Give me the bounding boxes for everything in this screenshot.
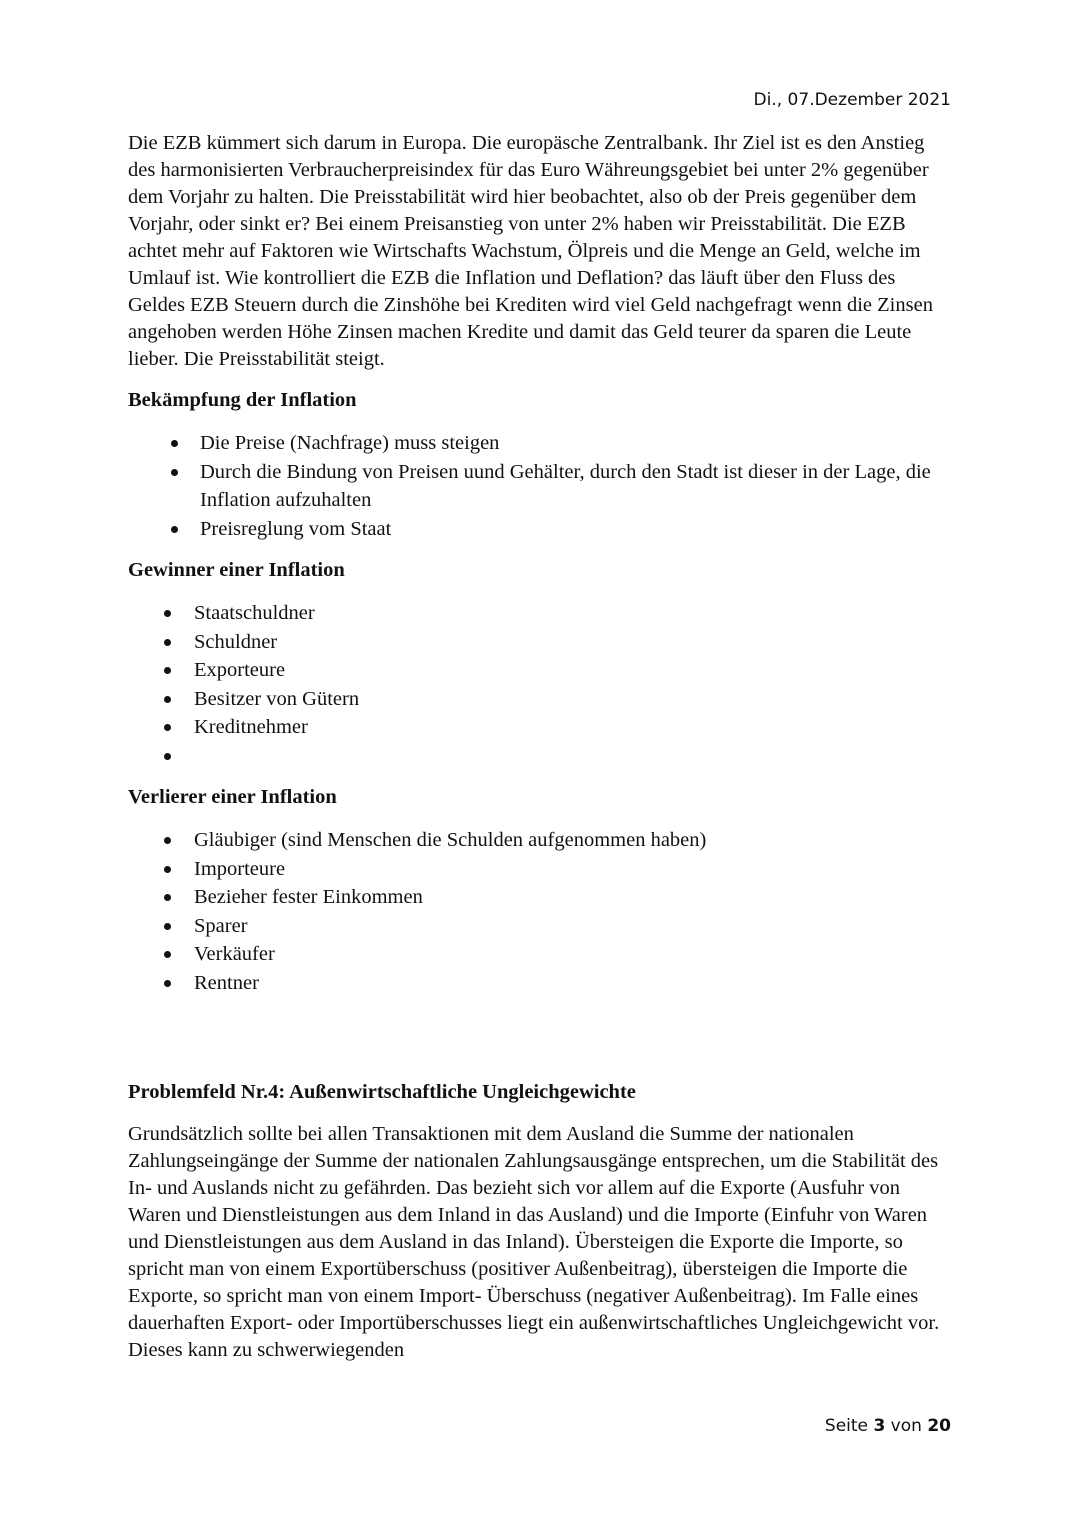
bullet-icon [164, 923, 171, 930]
losers-list [128, 826, 952, 997]
bullet-icon [171, 440, 178, 447]
bullet-icon [164, 866, 171, 873]
bullet-icon [164, 696, 171, 703]
page-content [128, 130, 952, 1364]
bullet-icon [171, 469, 178, 476]
bullet-icon [164, 837, 171, 844]
header-date: Di., 07.Dezember 2021 [753, 90, 951, 110]
heading-losers: Verlierer einer Inflation [128, 786, 337, 808]
bullet-icon [164, 951, 171, 958]
bullet-icon [164, 753, 171, 760]
page-current: 3 [873, 1416, 886, 1436]
list-item: Schuldner [128, 628, 952, 657]
list-item: Bezieher fester Einkommen [128, 883, 952, 912]
list-item: Besitzer von Gütern [128, 685, 952, 714]
page-number [825, 1416, 951, 1436]
list-item: Verkäufer [128, 940, 952, 969]
list-item: Durch die Bindung von Preisen uund Gehälter, durch den Stadt ist dieser in der Lage, die Inflation aufzuhalten [128, 458, 952, 515]
bullet-icon [164, 724, 171, 731]
page-middle: von [885, 1416, 928, 1436]
bullet-icon [164, 667, 171, 674]
heading-winners: Gewinner einer Inflation [128, 559, 345, 581]
page-prefix: Seite [824, 1416, 874, 1436]
list-item: Kreditnehmer [128, 713, 952, 742]
list-item: Rentner [128, 969, 952, 998]
problem4-paragraph: Grundsätzlich sollte bei allen Transaktionen mit dem Ausland die Summe der nationalen Zahlungseingänge der Summe der nationalen Zahlungsausgänge entsprechen, um die Stabilität des In- und Auslands nicht zu gefährden. Das bezieht sich vor allem auf die Exporte (Ausfuhr von Waren und Dienstleistungen aus dem Inland in das Ausland) und die Importe (Einfuhr von Waren und Dienstleistungen aus dem Ausland in das Inland). Übersteigen die Exporte die Importe, so spricht man von einem Exportüberschuss (positiver Außenbeitrag), übersteigen die Importe die Exporte, so spricht man von einem Import- Überschuss (negativer Außenbeitrag). Im Falle eines dauerhaften Export- oder Importüberschusses liegt ein außenwirtschaftliches Ungleichgewicht vor. Dieses kann zu schwerwiegenden [128, 1123, 940, 1361]
list-item: Staatschuldner [128, 599, 952, 628]
page-total: 20 [927, 1416, 951, 1436]
fight-inflation-list [128, 429, 952, 543]
intro-paragraph: Die EZB kümmert sich darum in Europa. Die europäsche Zentralbank. Ihr Ziel ist es den Anstieg des harmonisierten Verbraucherpreisindex für das Euro Währeungsgebiet bei unter 2% gegenüber dem Vorjahr zu halten. Die Preisstabilität wird hier beobachtet, also ob der Preis gegenüber dem Vorjahr, oder sinkt er? Bei einem Preisanstieg von unter 2% haben wir Preisstabilität. Die EZB achtet mehr auf Faktoren wie Wirtschafts Wachstum, Ölpreis und die Menge an Geld, welche im Umlauf ist. Wie kontrolliert die EZB die Inflation und Deflation? das läuft über den Fluss des Geldes EZB Steuern durch die Zinshöhe bei Krediten wird viel Geld nachgefragt wenn die Zinsen angehoben werden Höhe Zinsen machen Kredite und damit das Geld teurer da sparen die Leute lieber. Die Preisstabilität steigt. [128, 132, 933, 370]
list-item: Exporteure [128, 656, 952, 685]
heading-fight-inflation: Bekämpfung der Inflation [128, 389, 357, 411]
heading-problem4: Problemfeld Nr.4: Außenwirtschaftliche Ungleichgewichte [128, 1081, 636, 1103]
list-item: Die Preise (Nachfrage) muss steigen [128, 429, 952, 458]
bullet-icon [164, 610, 171, 617]
list-item: Sparer [128, 912, 952, 941]
list-item: Preisreglung vom Staat [128, 515, 952, 544]
list-item-empty [128, 742, 952, 771]
bullet-icon [164, 980, 171, 987]
bullet-icon [171, 526, 178, 533]
list-item: Gläubiger (sind Menschen die Schulden aufgenommen haben) [128, 826, 952, 855]
winners-list [128, 599, 952, 770]
list-item: Importeure [128, 855, 952, 884]
bullet-icon [164, 639, 171, 646]
bullet-icon [164, 894, 171, 901]
